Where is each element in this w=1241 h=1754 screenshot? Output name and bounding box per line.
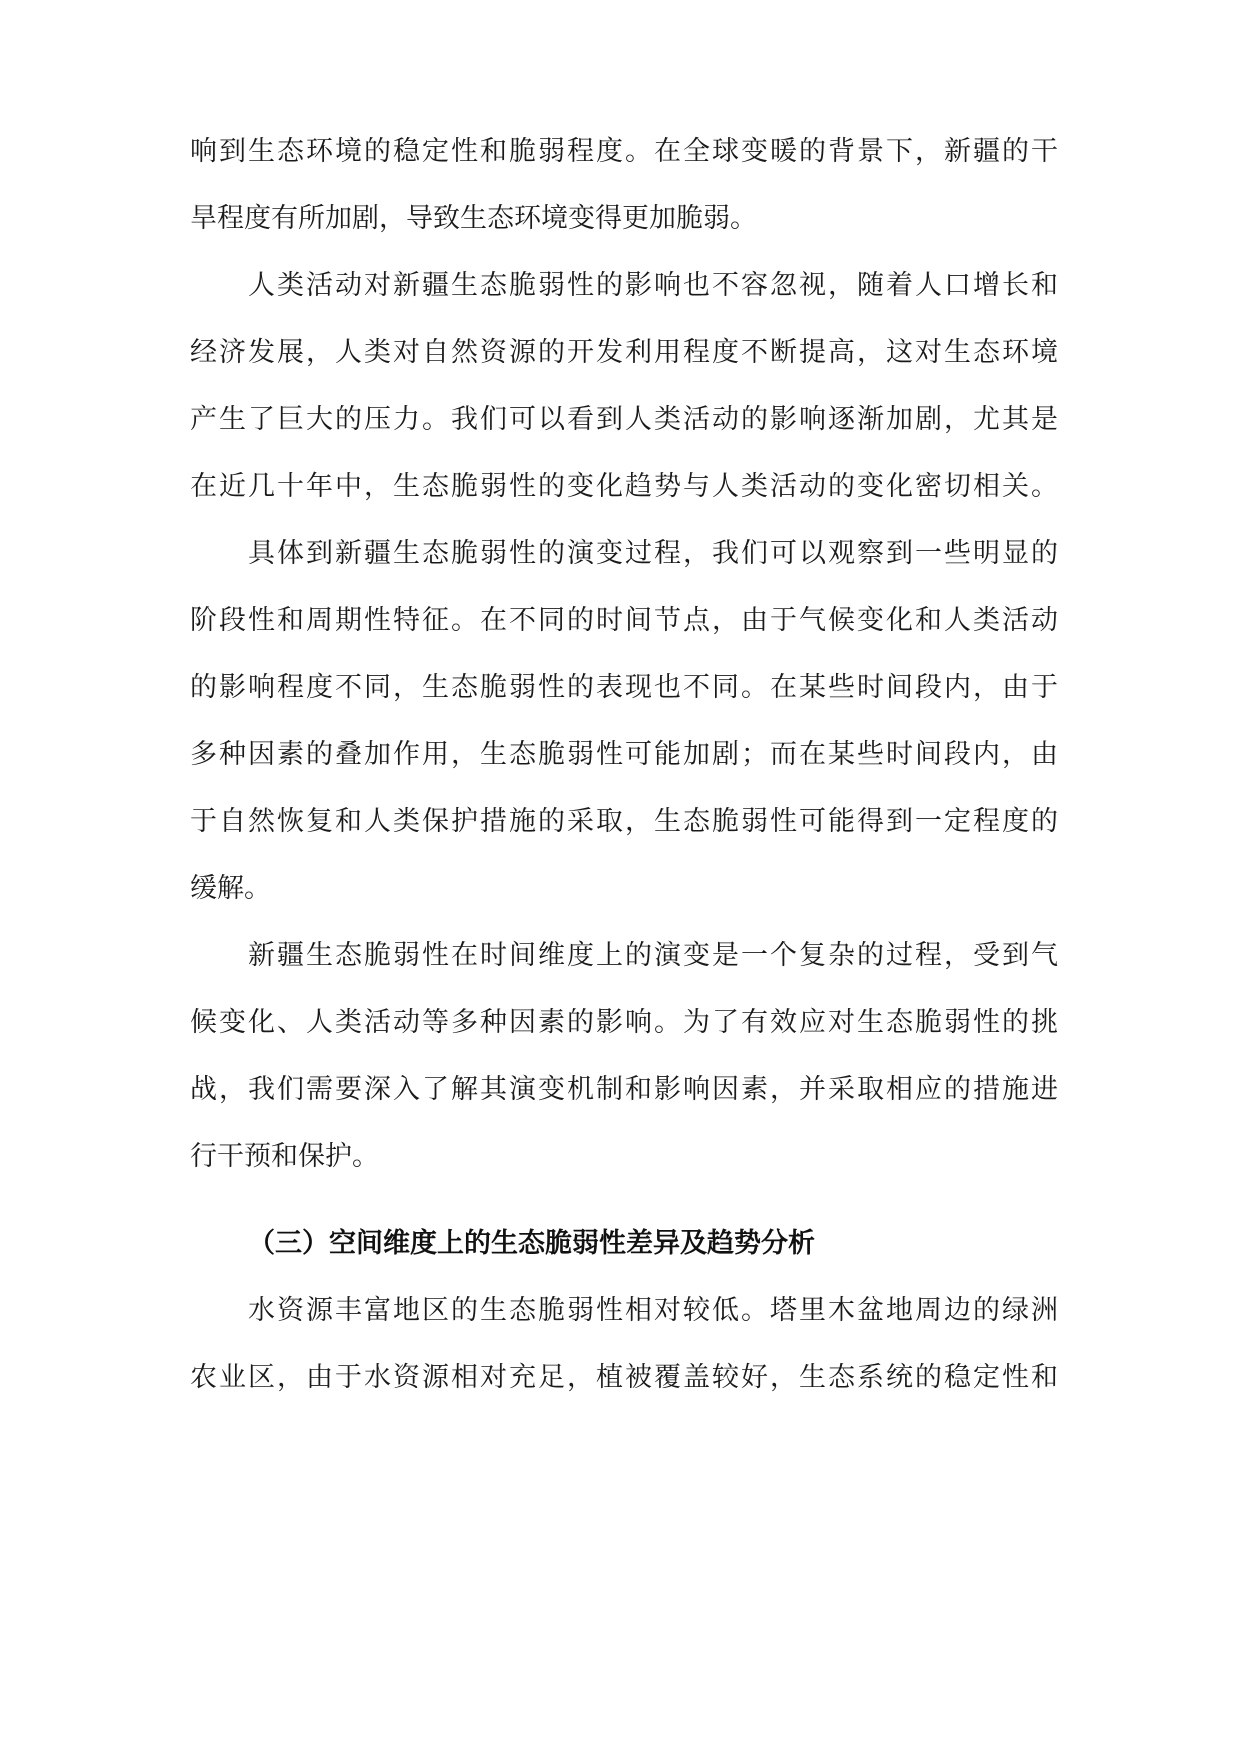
paragraph-line: 缓解。 [190,873,271,904]
paragraph-line: 阶段性和周期性特征。在不同的时间节点，由于气候变化和人类活动 [190,605,1058,636]
paragraph-line: 响到生态环境的稳定性和脆弱程度。在全球变暖的背景下，新疆的干 [190,136,1058,167]
paragraph-line: 行干预和保护。 [190,1141,379,1172]
section-heading: （三）空间维度上的生态脆弱性差异及趋势分析 [248,1228,815,1259]
paragraph-line: 的影响程度不同，生态脆弱性的表现也不同。在某些时间段内，由于 [190,672,1058,703]
paragraph-line: 多种因素的叠加作用，生态脆弱性可能加剧；而在某些时间段内，由 [190,739,1058,770]
paragraph-line: 具体到新疆生态脆弱性的演变过程，我们可以观察到一些明显的 [248,538,1058,569]
paragraph-line: 战，我们需要深入了解其演变机制和影响因素，并采取相应的措施进 [190,1074,1058,1105]
paragraph-line: 农业区，由于水资源相对充足，植被覆盖较好，生态系统的稳定性和 [190,1362,1058,1393]
paragraph-line: 产生了巨大的压力。我们可以看到人类活动的影响逐渐加剧，尤其是 [190,404,1058,435]
paragraph-line: 于自然恢复和人类保护措施的采取，生态脆弱性可能得到一定程度的 [190,806,1058,837]
paragraph-line: 在近几十年中，生态脆弱性的变化趋势与人类活动的变化密切相关。 [190,471,1058,502]
paragraph-line: 候变化、人类活动等多种因素的影响。为了有效应对生态脆弱性的挑 [190,1007,1058,1038]
paragraph-line: 旱程度有所加剧，导致生态环境变得更加脆弱。 [190,203,757,234]
paragraph-line: 水资源丰富地区的生态脆弱性相对较低。塔里木盆地周边的绿洲 [248,1295,1058,1326]
paragraph-line: 经济发展，人类对自然资源的开发利用程度不断提高，这对生态环境 [190,337,1058,368]
paragraph-line: 新疆生态脆弱性在时间维度上的演变是一个复杂的过程，受到气 [248,940,1058,971]
paragraph-line: 人类活动对新疆生态脆弱性的影响也不容忽视，随着人口增长和 [248,270,1058,301]
